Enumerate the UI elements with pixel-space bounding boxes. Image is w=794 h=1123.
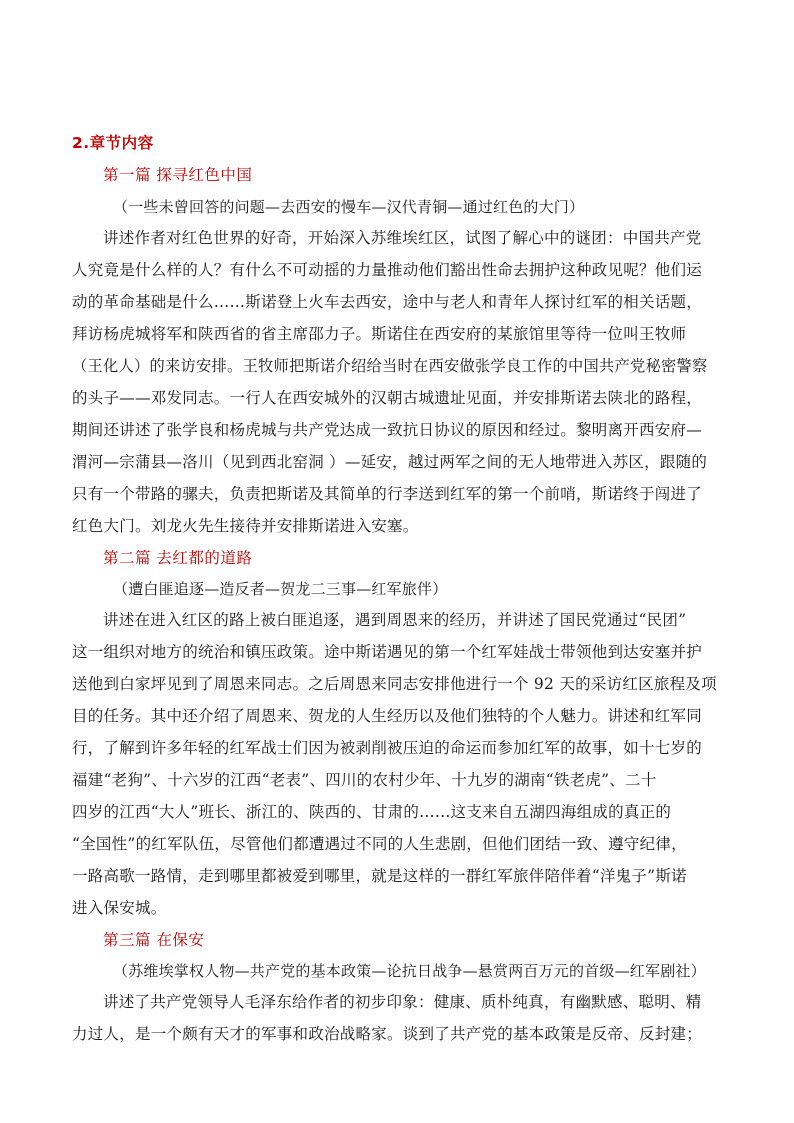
chapter-1-line: 红色大门。刘龙火先生接待并安排斯诺进入安塞。 — [72, 517, 419, 535]
chapter-1-line: （王化人）的来访安排。王牧师把斯诺介绍给当时在西安做张学良工作的中国共产党秘密警察 — [72, 357, 708, 375]
chapter-1-line: 拜访杨虎城将军和陕西省的省主席邵力子。斯诺住在西安府的某旅馆里等待一位叫王牧师 — [72, 325, 687, 343]
chapter-1-line: 讲述作者对红色世界的好奇，开始深入苏维埃红区，试图了解心中的谜团：中国共产党 — [103, 229, 702, 247]
section-heading: 2.章节内容 — [72, 134, 154, 152]
chapter-2-title: 第二篇 去红都的道路 — [103, 549, 253, 567]
chapter-2-line: 行，了解到许多年轻的红军战士们因为被剥削被压迫的命运而参加红军的故事，如十七岁的 — [72, 739, 703, 757]
chapter-1-line: 期间还讲述了张学良和杨虎城与共产党达成一致抗日协议的原因和经过。黎明离开西安府— — [72, 421, 703, 439]
chapter-3-line: 讲述了共产党领导人毛泽东给作者的初步印象：健康、质朴纯真，有幽默感、聪明、精 — [103, 993, 702, 1011]
chapter-3-title: 第三篇 在保安 — [103, 931, 205, 949]
chapter-1-line: 渭河—宗蒲县—洛川（见到西北窑洞 ）—延安，越过两军之间的无人地带进入苏区，跟随的 — [72, 453, 708, 471]
chapter-2-subtitle: （遭白匪追逐—造反者—贺龙二三事—红军旅伴） — [113, 580, 448, 598]
chapter-1-line: 只有一个带路的骡夫，负责把斯诺及其简单的行李送到红军的第一个前哨，斯诺终于闯进了 — [72, 485, 703, 503]
chapter-2-line: 讲述在进入红区的路上被白匪追逐，遇到周恩来的经历，并讲述了国民党通过“民团” — [103, 611, 687, 629]
chapter-2-line: 四岁的江西“大人”班长、浙江的、陕西的、甘肃的……这支来自五湖四海组成的真正的 — [72, 803, 672, 821]
chapter-1-line: 人究竟是什么样的人？有什么不可动摇的力量推动他们豁出性命去拥护这种政见呢？他们运 — [72, 261, 703, 279]
chapter-1-subtitle: （一些未曾回答的问题—去西安的慢车—汉代青铜—通过红色的大门） — [113, 198, 585, 216]
chapter-2-line: 送他到白家坪见到了周恩来同志。之后周恩来同志安排他进行一个 92 天的采访红区旅程及项 — [72, 675, 717, 693]
chapter-1-line: 动的革命基础是什么……斯诺登上火车去西安，途中与老人和青年人探讨红军的相关话题， — [72, 293, 703, 311]
chapter-2-line: 一路高歌一路情，走到哪里都被爱到哪里，就是这样的一群红军旅伴陪伴着“洋鬼子”斯诺 — [72, 867, 687, 885]
chapter-2-line: 这一组织对地方的统治和镇压政策。途中斯诺遇见的第一个红军娃战士带领他到达安塞并护 — [72, 643, 703, 661]
chapter-3-subtitle: （苏维埃掌权人物—共产党的基本政策—论抗日战争—悬赏两百万元的首级—红军剧社） — [113, 962, 706, 980]
chapter-1-line: 的头子——邓发同志。一行人在西安城外的汉朝古城遗址见面，并安排斯诺去陕北的路程， — [72, 389, 703, 407]
chapter-3-line: 力过人，是一个颇有天才的军事和政治战略家。谈到了共产党的基本政策是反帝、反封建； — [72, 1025, 703, 1043]
chapter-2-line: 福建“老狗”、十六岁的江西“老表”、四川的农村少年、十九岁的湖南“铁老虎”、二十 — [72, 771, 657, 789]
chapter-2-line: 进入保安城。 — [72, 899, 167, 917]
chapter-2-line: “全国性”的红军队伍，尽管他们都遭遇过不同的人生悲剧，但他们团结一致、遵守纪律， — [72, 835, 687, 853]
chapter-1-title: 第一篇 探寻红色中国 — [103, 166, 253, 184]
chapter-2-line: 目的任务。其中还介绍了周恩来、贺龙的人生经历以及他们独特的个人魅力。讲述和红军同 — [72, 707, 703, 725]
